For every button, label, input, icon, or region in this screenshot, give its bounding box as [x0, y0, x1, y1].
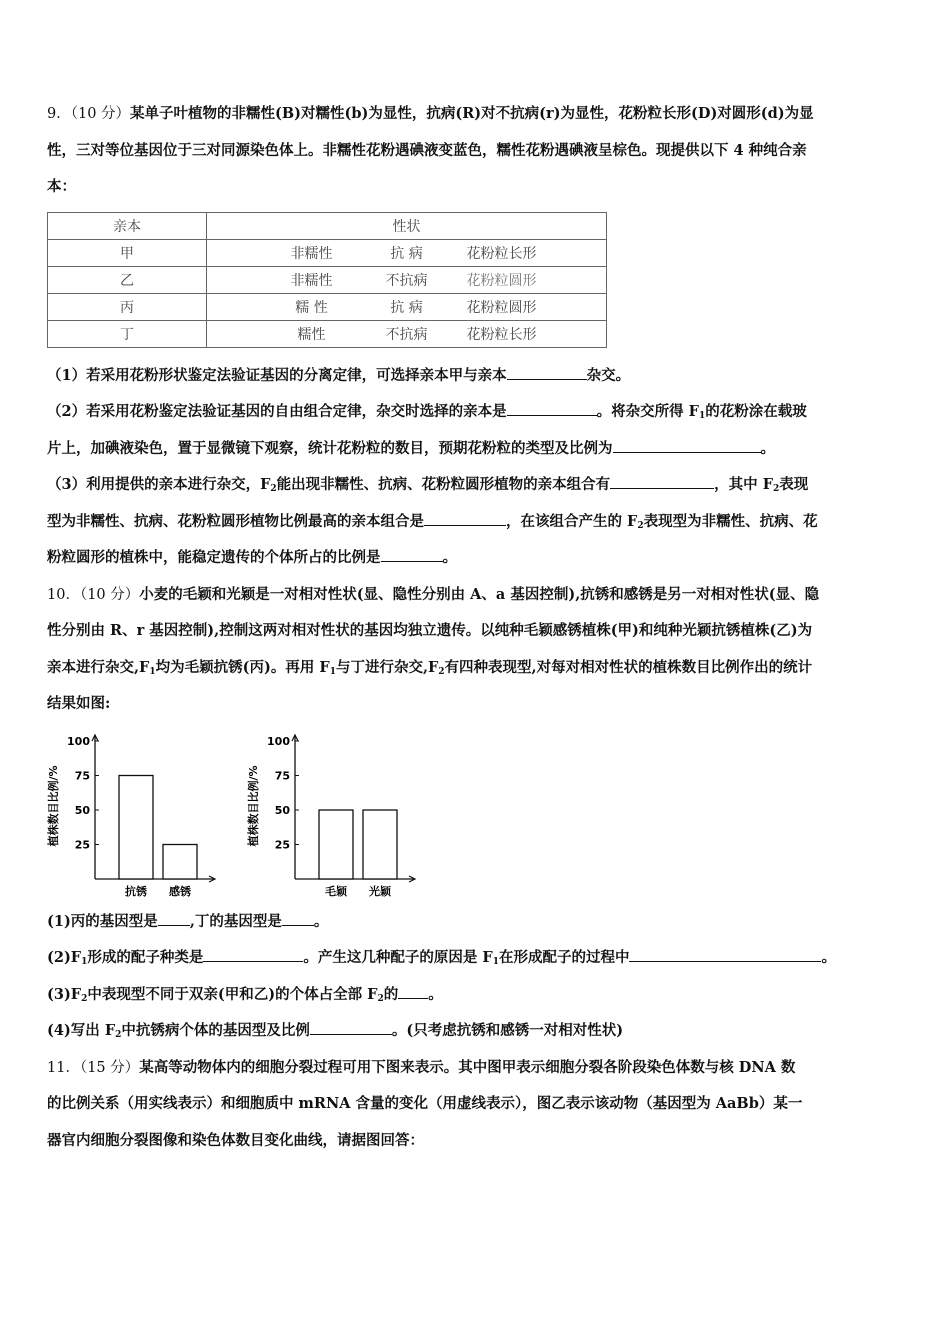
parent-traits	[207, 293, 607, 320]
q9-sub-2-line-1	[47, 394, 907, 431]
subscript: 1	[492, 957, 499, 967]
q11-score: （15 分）	[79, 1059, 140, 1076]
q10-sub-4	[47, 1013, 907, 1050]
trait-waxy: 糯性	[297, 326, 326, 343]
subscript: 1	[698, 411, 706, 421]
answer-blank[interactable]	[282, 911, 314, 926]
table-row	[48, 320, 607, 347]
trait-waxy: 非糯性	[290, 272, 333, 289]
trait-disease: 不抗病	[385, 326, 428, 343]
parents-table	[47, 212, 607, 348]
q10-sub-2-text-c: 。产生这几种配子的原因是 F	[303, 949, 493, 966]
answer-blank[interactable]	[310, 1020, 392, 1035]
q10-text-3b: 均为毛颖抗锈(丙)。再用 F	[155, 658, 330, 676]
q10-line-2: 性分别由 R、r 基因控制),控制这两对相对性状的基因均独立遗传。以纯种毛颖感锈植株(甲)和纯种光颖抗锈植株(乙)为	[47, 622, 813, 639]
q10-sub-1-text-b: ,丁的基因型是	[189, 912, 282, 930]
y-axis-title: 植株数目比例/%	[247, 764, 260, 847]
q10-sub-4-text-b: 中抗锈病个体的基因型及比例	[121, 1022, 310, 1039]
bar-抗锈	[119, 775, 153, 879]
q9-sub-1-text: （1）若采用花粉形状鉴定法验证基因的分离定律，可选择亲本甲与亲本	[47, 366, 507, 384]
table-row	[48, 266, 607, 293]
x-category-label: 毛颖	[325, 884, 347, 898]
q9-sub-2-text: （2）若采用花粉鉴定法验证基因的自由组合定律，杂交时选择的亲本是	[47, 403, 507, 420]
q9-score: （10 分）	[70, 106, 131, 122]
answer-blank[interactable]	[507, 365, 587, 380]
subscript: 2	[637, 520, 644, 531]
q9-intro-line-3: 本：	[47, 178, 76, 195]
table-row	[48, 239, 607, 266]
y-tick-label: 25	[74, 838, 90, 851]
y-tick-label: 50	[74, 803, 90, 817]
table-header-parent: 亲本	[48, 212, 207, 239]
trait-pollen: 花粉粒长形	[466, 245, 537, 262]
subscript: 1	[329, 666, 336, 677]
q10-sub-4-text: (4)写出 F	[47, 1022, 116, 1039]
q9-intro-1: 某单子叶植物的非糯性(B)对糯性(b)为显性，抗病(R)对不抗病(r)为显性，花粉粒长形(D)对圆形(d)为显	[130, 105, 814, 122]
answer-blank[interactable]	[610, 474, 714, 489]
q9-sub-1	[47, 358, 907, 395]
q10-line-1	[47, 577, 907, 614]
y-tick-label: 75	[274, 769, 290, 782]
q10-sub-3-text: (3)F	[47, 985, 82, 1003]
q10-sub-2	[47, 940, 907, 977]
y-tick-label: 100	[267, 734, 290, 748]
q10-sub-2-text-b: 形成的配子种类是	[87, 949, 204, 966]
q11-line-3: 器官内细胞分裂图像和染色体数目变化曲线，请据图回答：	[47, 1131, 424, 1149]
q9-sub-3-text-b: 能出现非糯性、抗病、花粉粒圆形植物的亲本组合有	[276, 476, 611, 493]
bar-chart-rust	[47, 727, 227, 902]
answer-blank[interactable]	[381, 547, 443, 562]
q9-sub-3-text: （3）利用提供的亲本进行杂交，F	[47, 476, 271, 493]
answer-blank[interactable]	[629, 947, 821, 962]
q9-sub-3-line-2	[47, 504, 907, 541]
q11-text-1: 某高等动物体内的细胞分裂过程可用下图来表示。其中图甲表示细胞分裂各阶段染色体数与核 DNA 数	[139, 1058, 796, 1076]
q9-sub-2-end: 。	[760, 439, 775, 457]
table-row	[48, 293, 607, 320]
bar-毛颖	[319, 810, 353, 879]
q10-sub-3-text-b: 中表现型不同于双亲(甲和乙)的个体占全部 F	[87, 985, 378, 1003]
q10-sub-1-end: 。	[313, 912, 329, 930]
trait-pollen: 花粉粒圆形	[466, 272, 537, 289]
parent-name: 乙	[48, 266, 207, 293]
q10-text-3a: 亲本进行杂交,F	[47, 658, 150, 676]
trait-disease: 抗 病	[390, 245, 423, 262]
subscript: 2	[773, 484, 780, 494]
q9-sub-1-end: 杂交。	[586, 366, 631, 384]
subscript: 1	[81, 957, 88, 967]
x-category-label: 光颖	[369, 884, 391, 898]
q10-sub-2-end: 。	[821, 949, 836, 966]
charts-area	[47, 727, 907, 902]
parent-traits	[207, 239, 607, 266]
trait-waxy: 非糯性	[290, 245, 333, 262]
q9-sub-2-line-2	[47, 431, 907, 468]
parent-name: 甲	[48, 239, 207, 266]
q10-score: （10 分）	[79, 586, 140, 603]
x-category-label: 感锈	[169, 884, 191, 898]
answer-blank[interactable]	[203, 947, 303, 962]
q11-line-2: 的比例关系（用实线表示）和细胞质中 mRNA 含量的变化（用虚线表示），图乙表示该动物（基因型为 AaBb）某一	[47, 1095, 803, 1112]
q11-number: 11．	[47, 1059, 80, 1076]
q10-sub-1	[47, 904, 907, 941]
q10-number: 10．	[47, 586, 80, 603]
answer-blank[interactable]	[398, 984, 428, 999]
answer-blank[interactable]	[507, 401, 597, 416]
subscript: 2	[377, 993, 384, 1004]
subscript: 2	[81, 993, 88, 1004]
parent-name: 丁	[48, 320, 207, 347]
bar-感锈	[163, 844, 197, 879]
q10-sub-4-end: 。(只考虑抗锈和感锈一对相对性状)	[391, 1022, 624, 1039]
q10-sub-2-text: (2)F	[47, 949, 82, 966]
trait-waxy: 糯 性	[295, 299, 328, 316]
q9-sub-3-text-f: ，在该组合产生的 F	[506, 512, 638, 530]
x-category-label: 抗锈	[125, 884, 147, 898]
trait-disease: 不抗病	[385, 272, 428, 289]
chart-glume	[247, 727, 427, 902]
answer-blank[interactable]	[613, 438, 761, 453]
q9-sub-3-text-e: 型为非糯性、抗病、花粉粒圆形植物比例最高的亲本组合是	[47, 512, 424, 530]
trait-pollen: 花粉粒圆形	[466, 299, 537, 316]
answer-blank[interactable]	[158, 911, 190, 926]
q9-sub-2-text-d: 片上，加碘液染色，置于显微镜下观察，统计花粉粒的数目，预期花粉粒的类型及比例为	[47, 439, 613, 457]
q10-line-4: 结果如图:	[47, 695, 111, 712]
y-tick-label: 25	[274, 838, 290, 851]
bar-chart-glume	[247, 727, 427, 902]
q9-sub-3-text-g: 表现型为非糯性、抗病、花	[643, 512, 818, 530]
trait-pollen: 花粉粒长形	[466, 326, 537, 343]
q9-number: 9．	[47, 106, 71, 122]
document-page	[47, 96, 907, 1159]
q9-sub-2-text-b: 。将杂交所得 F	[596, 403, 699, 420]
q9-sub-3-line-1	[47, 467, 907, 504]
q10-text-3d: 有四种表现型,对每对相对性状的植株数目比例作出的统计	[444, 658, 813, 676]
bar-光颖	[363, 810, 397, 879]
q10-sub-2-text-d: 在形成配子的过程中	[498, 949, 630, 966]
q9-sub-2-text-c: 的花粉涂在载玻	[705, 403, 807, 420]
q10-sub-1-text: (1)丙的基因型是	[47, 912, 158, 930]
q10-sub-3	[47, 977, 907, 1014]
parent-name: 丙	[48, 293, 207, 320]
subscript: 2	[438, 666, 445, 677]
y-tick-label: 100	[67, 734, 90, 748]
y-axis-title: 植株数目比例/%	[47, 764, 60, 847]
q9-sub-3-end: 。	[442, 549, 457, 566]
q9-sub-3-text-h: 粉粒圆形的植株中，能稳定遗传的个体所占的比例是	[47, 549, 381, 566]
q9-sub-3-line-3	[47, 540, 907, 577]
table-header-trait: 性状	[207, 212, 607, 239]
chart-rust-resistance	[47, 727, 227, 902]
table-header-row	[48, 212, 607, 239]
q9-sub-3-text-c: ，其中 F	[714, 476, 773, 493]
y-tick-label: 50	[274, 803, 290, 817]
subscript: 2	[270, 484, 277, 494]
parent-traits	[207, 320, 607, 347]
q9-sub-3-text-d: 表现	[779, 476, 809, 493]
q10-sub-3-end: 。	[428, 985, 443, 1003]
q10-text-3c: 与丁进行杂交,F	[335, 658, 439, 676]
q10-line-3	[47, 650, 907, 687]
q10-text-1: 小麦的毛颖和光颖是一对相对性状(显、隐性分别由 A、a 基因控制),抗锈和感锈是另一对相对性状(显、隐	[139, 585, 820, 603]
q10-sub-3-text-c: 的	[383, 985, 399, 1003]
y-tick-label: 75	[74, 769, 90, 782]
answer-blank[interactable]	[424, 511, 506, 526]
subscript: 2	[115, 1030, 122, 1040]
trait-disease: 抗 病	[390, 299, 423, 316]
parent-traits	[207, 266, 607, 293]
subscript: 1	[149, 666, 156, 677]
q11-line-1	[47, 1050, 907, 1087]
q9-intro-line-1	[47, 96, 907, 133]
q9-intro-line-2: 性，三对等位基因位于三对同源染色体上。非糯性花粉遇碘液变蓝色，糯性花粉遇碘液呈棕色。现提供以下 4 种纯合亲	[47, 141, 807, 159]
